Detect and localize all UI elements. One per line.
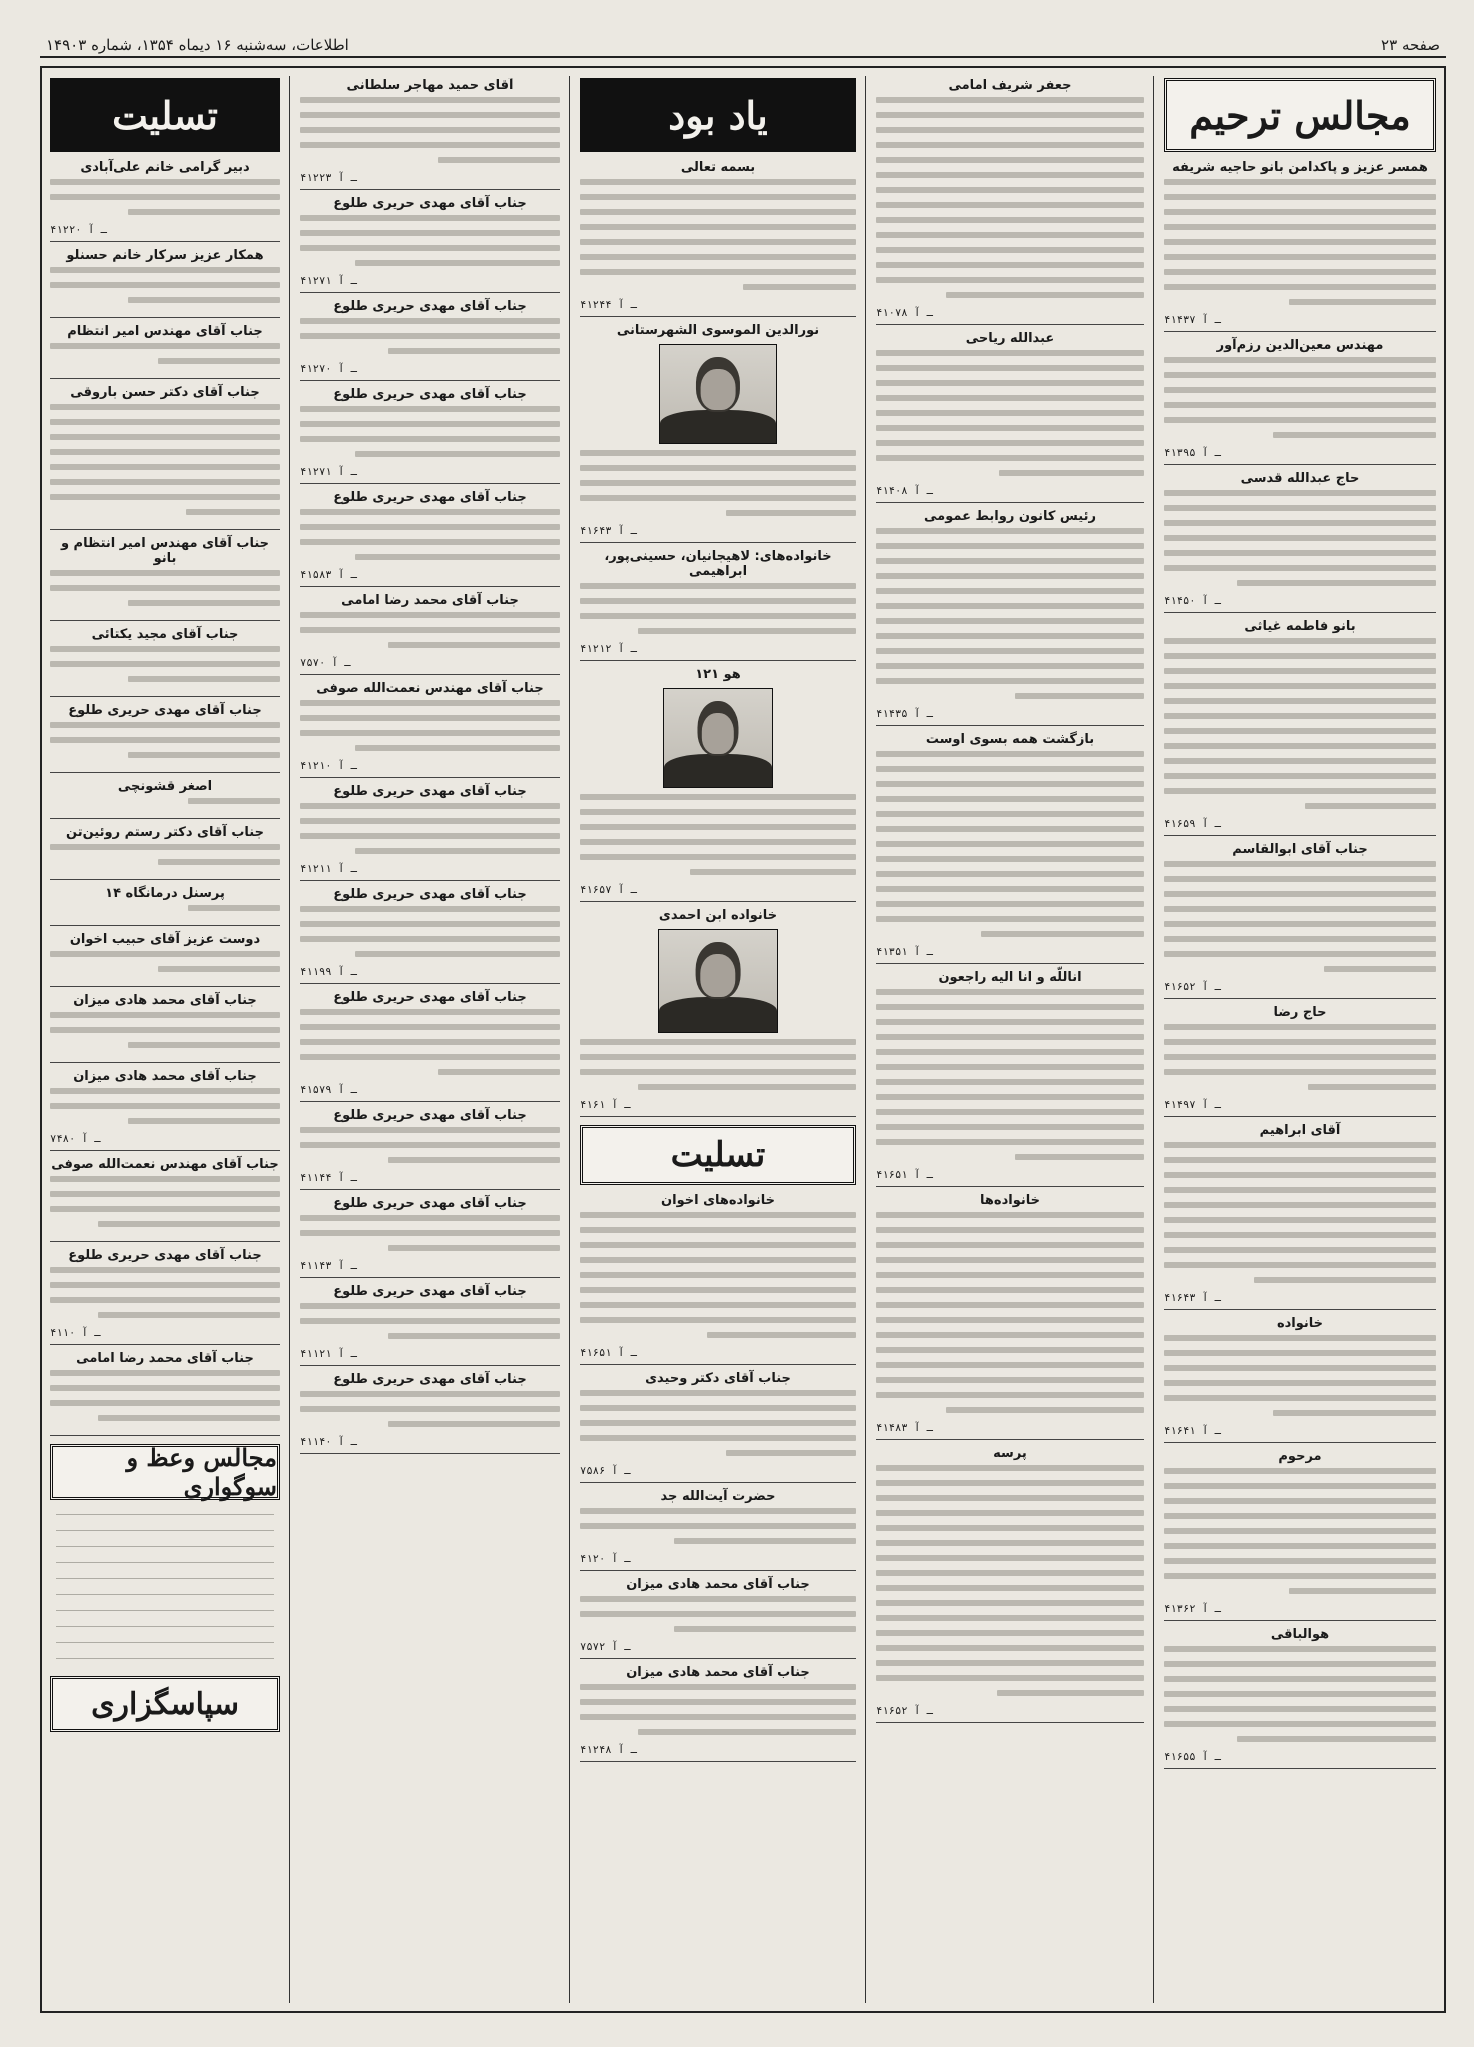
notice-body [300, 215, 560, 266]
portrait-photo [663, 688, 773, 788]
notice-item [300, 681, 560, 778]
notice-item [50, 779, 280, 819]
notice-reference-code: ۴۱۵۸۳ ـ آ [300, 569, 357, 581]
notice-body [300, 406, 560, 457]
notice-title: خانواده‌های اخوان [661, 1193, 775, 1208]
notice-body [50, 1088, 280, 1124]
notice-body [50, 951, 280, 972]
notice-title: بانو فاطمه غیاثی [1244, 619, 1356, 634]
notice-item [50, 993, 280, 1063]
notice-item [50, 160, 280, 242]
notice-title: حضرت آیت‌الله جد [660, 1489, 776, 1504]
notice-item [580, 1371, 856, 1483]
notice-item [876, 970, 1144, 1187]
column-divider [1153, 76, 1154, 2003]
notice-body [50, 1267, 280, 1318]
notice-body [580, 1508, 856, 1544]
notice-body [300, 1215, 560, 1251]
notice-item [1164, 1123, 1436, 1310]
notice-body [50, 404, 280, 515]
notice-title: حاج عبدالله قدسی [1240, 471, 1360, 486]
notice-item [50, 932, 280, 987]
notice-reference-code: ۴۱۶۵۷ ـ آ [580, 884, 637, 896]
section-banner-tasliat: تسلیت [580, 1125, 856, 1185]
notice-item [300, 887, 560, 984]
notice-reference-code: ۴۱۳۵۱ ـ آ [876, 946, 933, 958]
notice-body [50, 570, 280, 606]
column-divider [865, 76, 866, 2003]
column-condolences [42, 78, 288, 2001]
notice-body [876, 97, 1144, 298]
text-block [50, 1508, 280, 1668]
notice-item [50, 536, 280, 621]
notice-title: آقای ابراهیم [1259, 1123, 1341, 1138]
notice-title: بازگشت همه بسوی اوست [925, 732, 1095, 747]
column-divider [569, 76, 570, 2003]
notice-item [580, 160, 856, 317]
notice-item [300, 299, 560, 381]
notice-reference-code: ۴۱۴۳۷ ـ آ [1164, 314, 1221, 326]
notice-body [1164, 1335, 1436, 1416]
notice-body [300, 612, 560, 648]
notice-title: جناب آقای مهدی حریری طلوع [333, 990, 527, 1005]
notice-title: نورالدین الموسوی الشهرستانی [616, 323, 820, 338]
notice-body [580, 583, 856, 634]
notice-title: جناب آقای محمد هادی میزان [626, 1577, 810, 1592]
notice-reference-code: ۴۱۱۴۳ ـ آ [300, 1260, 357, 1272]
notice-title: جناب آقای دکتر حسن باروقی [70, 385, 260, 400]
notice-item [50, 627, 280, 697]
notice-body [1164, 1468, 1436, 1594]
notice-reference-code: ۴۱۱۲۱ ـ آ [300, 1348, 357, 1360]
notice-item [580, 667, 856, 902]
notice-body [580, 1212, 856, 1338]
notice-body [300, 700, 560, 751]
notice-title: بسمه تعالی [680, 160, 756, 175]
section-banner-sepasgozari: سپاسگزاری [50, 1676, 280, 1732]
column-memorial [572, 78, 864, 2001]
notice-title: جناب آقای مهدی حریری طلوع [333, 387, 527, 402]
notice-body [300, 803, 560, 854]
notice-item [300, 490, 560, 587]
notice-title: جعفر شریف امامی [948, 78, 1072, 93]
notice-item [580, 1193, 856, 1365]
notice-item [300, 784, 560, 881]
notice-item [300, 196, 560, 293]
notice-reference-code: ۴۱۶۴۳ ـ آ [580, 525, 637, 537]
notice-title: اصغر قشونچی [117, 779, 213, 794]
notice-reference-code: ۴۱۶۱ ـ آ [580, 1099, 631, 1111]
notice-reference-code: ۴۱۱۴۴ ـ آ [300, 1172, 357, 1184]
notice-item [580, 1577, 856, 1659]
notice-reference-code: ۴۱۳۹۵ ـ آ [1164, 447, 1221, 459]
notice-item [876, 509, 1144, 726]
notice-body [1164, 638, 1436, 809]
notice-body [50, 646, 280, 682]
page-number: صفحه ۲۳ [1381, 36, 1440, 54]
section-banner-majales-tarhim: مجالس ترحیم [1164, 78, 1436, 152]
notice-title: عبدالله ریاحی [965, 331, 1055, 346]
notice-item [50, 248, 280, 318]
notice-body [1164, 1142, 1436, 1283]
notice-title: جناب آقای محمد رضا امامی [76, 1351, 254, 1366]
notice-reference-code: ۴۱۱۹۹ ـ آ [300, 966, 357, 978]
section-banner-tasliat-main: تسلیت [50, 78, 280, 152]
notice-body [50, 1012, 280, 1048]
notice-reference-code: ۴۱۲۱۱ ـ آ [300, 863, 357, 875]
notice-reference-code: ۴۱۲۲۰ ـ آ [50, 224, 107, 236]
notice-reference-code: ۴۱۶۵۱ ـ آ [580, 1347, 637, 1359]
notice-body [50, 844, 280, 865]
notice-title: جناب آقای دکتر وحیدی [645, 1371, 791, 1386]
notice-body [876, 989, 1144, 1160]
notice-body [50, 267, 280, 303]
notice-item [1164, 1316, 1436, 1443]
notice-reference-code: ۴۱۲۷۰ ـ آ [300, 363, 357, 375]
notice-reference-code: ۴۱۲۷۱ ـ آ [300, 466, 357, 478]
notice-title: پرسه [993, 1446, 1027, 1461]
notice-body [580, 1390, 856, 1456]
notice-reference-code: ۴۱۴۰۸ ـ آ [876, 485, 933, 497]
notice-title: جناب آقای مهندس نعمت‌الله صوفی [316, 681, 544, 696]
notice-reference-code: ۴۱۶۴۳ ـ آ [1164, 1292, 1221, 1304]
notice-reference-code: ۴۱۴۸۳ ـ آ [876, 1422, 933, 1434]
notice-title: جناب آقای محمد هادی میزان [73, 1069, 257, 1084]
notice-body [50, 905, 280, 911]
notice-reference-code: ۴۱۶۵۹ ـ آ [1164, 818, 1221, 830]
notice-item [580, 549, 856, 661]
notice-body [1164, 1024, 1436, 1090]
notice-title: هو ۱۲۱ [695, 667, 741, 682]
notice-body [300, 97, 560, 163]
notice-title: آقای حمید مهاجر سلطانی [346, 78, 514, 93]
notice-title: مهندس معین‌الدین رزم‌آور [1216, 338, 1384, 353]
notice-body [1164, 179, 1436, 305]
notice-reference-code: ۴۱۳۶۲ ـ آ [1164, 1603, 1221, 1615]
notice-title: خانواده ابن احمدی [658, 908, 778, 923]
notice-title: جناب آقای مهدی حریری طلوع [333, 1372, 527, 1387]
notice-body [50, 343, 280, 364]
notice-title: جناب آقای مهندس امیر انتظام [67, 324, 263, 339]
column-divider [289, 76, 290, 2003]
column-condolence-meetings [1156, 78, 1444, 2001]
notice-item [300, 78, 560, 190]
notice-title: جناب آقای دکتر رستم روئین‌تن [66, 825, 264, 840]
notice-item [580, 908, 856, 1117]
notice-item [1164, 842, 1436, 999]
notice-reference-code: ۴۱۲۱۲ ـ آ [580, 643, 637, 655]
notice-reference-code: ۴۱۲۴۸ ـ آ [580, 1744, 637, 1756]
notice-item [50, 1351, 280, 1436]
notice-reference-code: ۴۱۲۲۳ ـ آ [300, 172, 357, 184]
notice-title: جناب آقای مهدی حریری طلوع [333, 490, 527, 505]
notice-body [1164, 357, 1436, 438]
notice-body [50, 179, 280, 215]
notice-title: خانواده [1276, 1316, 1324, 1331]
notice-reference-code: ۴۱۶۵۲ ـ آ [876, 1705, 933, 1717]
notice-item [300, 1196, 560, 1278]
notice-item [876, 78, 1144, 325]
notice-body [300, 906, 560, 957]
notice-item [1164, 1005, 1436, 1117]
notice-reference-code: ۴۱۵۷۹ ـ آ [300, 1084, 357, 1096]
column-condolences-2 [292, 78, 568, 2001]
notice-title: همسر عزیز و پاکدامن بانو حاجیه شریفه [1172, 160, 1428, 175]
notice-title: جناب آقای محمد هادی میزان [626, 1665, 810, 1680]
notice-title: جناب آقای مهدی حریری طلوع [333, 784, 527, 799]
notice-reference-code: ۴۱۱۰ ـ آ [50, 1327, 101, 1339]
notice-body [580, 1039, 856, 1090]
notice-item [50, 385, 280, 530]
notice-item [876, 732, 1144, 964]
notice-title: جناب آقای مهدی حریری طلوع [333, 1196, 527, 1211]
notice-body [580, 450, 856, 516]
notice-reference-code: ۴۱۲۴۴ ـ آ [580, 299, 637, 311]
notice-item [1164, 1627, 1436, 1769]
notice-reference-code: ۴۱۲۱۰ ـ آ [300, 760, 357, 772]
notice-item [580, 323, 856, 543]
notice-body [50, 1370, 280, 1421]
notice-body [50, 798, 280, 804]
notice-reference-code: ۴۱۶۴۱ ـ آ [1164, 1425, 1221, 1437]
portrait-photo [659, 344, 777, 444]
notice-item [50, 1069, 280, 1151]
notice-title: دوست عزیز آقای حبیب اخوان [69, 932, 261, 947]
issue-info: اطلاعات، سه‌شنبه ۱۶ دیماه ۱۳۵۴، شماره ۱۴۹۰۳ [46, 36, 349, 54]
notice-reference-code: ۴۱۶۵۱ ـ آ [876, 1169, 933, 1181]
notice-body [580, 794, 856, 875]
notice-body [1164, 1646, 1436, 1742]
notice-title: جناب آقای محمد رضا امامی [341, 593, 519, 608]
notice-item [580, 1489, 856, 1571]
notice-title: همکار عزیز سرکار خانم حسنلو [66, 248, 264, 263]
notice-item [50, 1248, 280, 1345]
notice-title: جناب آقای مهدی حریری طلوع [333, 299, 527, 314]
notice-title: خانواده‌های: لاهیجانیان، حسینی‌پور، ابراهیمی [604, 549, 832, 579]
notice-reference-code: ۴۱۲۷۱ ـ آ [300, 275, 357, 287]
notice-title: جناب آقای مهدی حریری طلوع [333, 887, 527, 902]
notice-item [50, 1157, 280, 1242]
notice-title: جناب آقای مجید یکتائی [91, 627, 239, 642]
notice-reference-code: ۴۱۲۰ ـ آ [580, 1553, 631, 1565]
notice-title: پرسنل درمانگاه ۱۴ [105, 886, 225, 901]
notice-title: حاج رضا [1273, 1005, 1327, 1020]
notice-item [300, 1284, 560, 1366]
notice-title: اناللّه و انا الیه راجعون [938, 970, 1082, 985]
notice-reference-code: ۴۱۶۵۵ ـ آ [1164, 1751, 1221, 1763]
notice-reference-code: ۴۱۴۳۵ ـ آ [876, 708, 933, 720]
notice-item [300, 1108, 560, 1190]
notice-body [876, 350, 1144, 476]
notice-body [1164, 861, 1436, 972]
notice-body [300, 1303, 560, 1339]
column-notices [868, 78, 1152, 2001]
notice-body [580, 179, 856, 290]
notice-body [300, 1127, 560, 1163]
notice-reference-code: ۴۱۰۷۸ ـ آ [876, 307, 933, 319]
notice-title: جناب آقای مهدی حریری طلوع [333, 196, 527, 211]
notice-item [50, 825, 280, 880]
notice-reference-code: ۷۵۸۶ ـ آ [580, 1465, 631, 1477]
notice-item [876, 331, 1144, 503]
section-banner-vaz: مجالس وعظ و سوگواری [50, 1444, 280, 1500]
notice-body [876, 528, 1144, 699]
notice-item [1164, 619, 1436, 836]
notice-reference-code: ۷۵۷۲ ـ آ [580, 1641, 631, 1653]
notice-title: دبیر گرامی خانم علی‌آبادی [80, 160, 250, 175]
notice-title: جناب آقای مهندس نعمت‌الله صوفی [51, 1157, 279, 1172]
notice-item [300, 593, 560, 675]
columns-frame [40, 66, 1446, 2013]
notice-body [50, 1176, 280, 1227]
notice-body [300, 1391, 560, 1427]
notice-title: جناب آقای ابوالقاسم [1232, 842, 1368, 857]
notice-title: رئیس کانون روابط عمومی [924, 509, 1096, 524]
notice-body [876, 751, 1144, 937]
section-banner-yadbood: یاد بود [580, 78, 856, 152]
notice-item [300, 387, 560, 484]
notice-item [300, 1372, 560, 1454]
notice-title: جناب آقای مهدی حریری طلوع [333, 1284, 527, 1299]
notice-title: جناب آقای مهدی حریری طلوع [68, 703, 262, 718]
notice-body [300, 1009, 560, 1075]
notice-item [50, 886, 280, 926]
notice-body [580, 1684, 856, 1735]
notice-body [580, 1596, 856, 1632]
notice-title: جناب آقای مهدی حریری طلوع [333, 1108, 527, 1123]
page-header [40, 30, 1446, 58]
notice-item [876, 1193, 1144, 1440]
notice-body [876, 1212, 1144, 1413]
notice-item [50, 703, 280, 773]
notice-reference-code: ۴۱۶۵۲ ـ آ [1164, 981, 1221, 993]
notice-body [876, 1465, 1144, 1696]
notice-body [300, 509, 560, 560]
notice-reference-code: ۴۱۴۵۰ ـ آ [1164, 595, 1221, 607]
notice-title: هوالباقی [1270, 1627, 1330, 1642]
notice-reference-code: ۷۴۸۰ ـ آ [50, 1133, 101, 1145]
notice-body [50, 722, 280, 758]
notice-reference-code: ۷۵۷۰ ـ آ [300, 657, 351, 669]
notice-item [1164, 471, 1436, 613]
notice-item [300, 990, 560, 1102]
notice-title: جناب آقای مهندس امیر انتظام و بانو [60, 536, 270, 566]
notice-item [876, 1446, 1144, 1723]
notice-item [1164, 1449, 1436, 1621]
notice-title: مرحوم [1278, 1449, 1322, 1464]
notice-title: جناب آقای محمد هادی میزان [73, 993, 257, 1008]
notice-body [1164, 490, 1436, 586]
notice-reference-code: ۴۱۱۴۰ ـ آ [300, 1436, 357, 1448]
notice-item [1164, 160, 1436, 332]
notice-item [50, 324, 280, 379]
notice-title: جناب آقای مهدی حریری طلوع [68, 1248, 262, 1263]
notice-reference-code: ۴۱۴۹۷ ـ آ [1164, 1099, 1221, 1111]
notice-item [1164, 338, 1436, 465]
notice-title: خانواده‌ها [980, 1193, 1040, 1208]
notice-body [300, 318, 560, 354]
portrait-photo [658, 929, 778, 1033]
notice-item [580, 1665, 856, 1762]
